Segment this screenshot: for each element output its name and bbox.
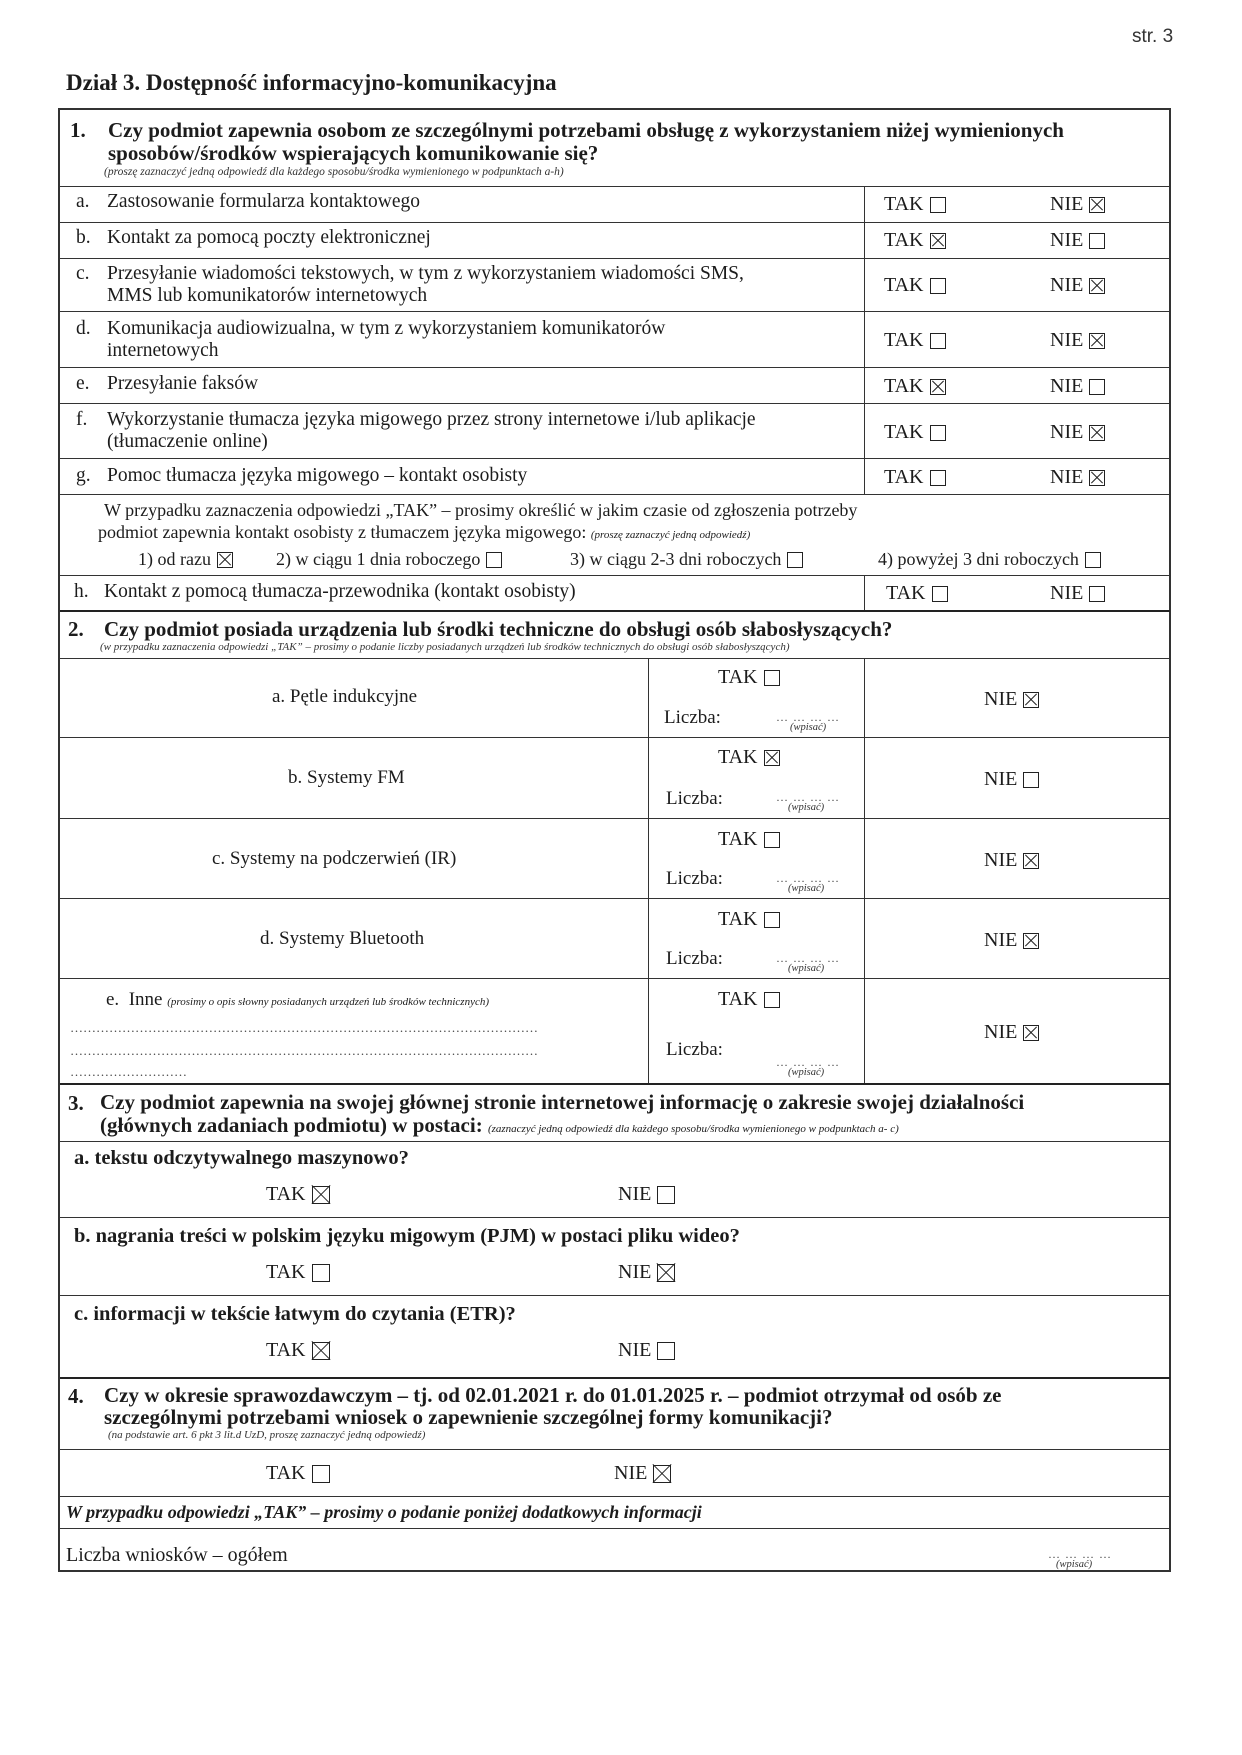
q3-item-a-label: a. tekstu odczytywalnego maszynowo? [74, 1147, 409, 1169]
checked-checkbox-icon [1023, 933, 1039, 949]
checkbox-icon [930, 197, 946, 213]
q3-number: 3. [68, 1091, 84, 1115]
q1-item-a-text: Zastosowanie formularza kontaktowego [107, 191, 420, 212]
q4-text-line1: Czy w okresie sprawozdawczym – tj. od 02.01.2021 r. do 01.01.2025 r. – podmiot otrzymał od osób ze [104, 1383, 1002, 1407]
q1-item-h-text: Kontakt z pomocą tłumacza-przewodnika (kontakt osobisty) [104, 581, 576, 602]
q1-text-line1: Czy podmiot zapewnia osobom ze szczególnymi potrzebami obsługę z wykorzystaniem niżej wymienionych [108, 118, 1064, 142]
q1-item-f-text-line1: Wykorzystanie tłumacza języka migowego przez strony internetowe i/lub aplikacje [107, 409, 756, 430]
q2-item-e-note: (prosimy o opis słowny posiadanych urządzeń lub środków technicznych) [167, 996, 490, 1008]
q1-item-g-nie[interactable]: NIE [1050, 466, 1105, 489]
q4-tak[interactable]: TAK [266, 1462, 330, 1485]
checkbox-icon [764, 992, 780, 1008]
q3-item-c-tak[interactable]: TAK [266, 1339, 330, 1362]
q4-count-label: Liczba wniosków – ogółem [66, 1544, 288, 1566]
q4-number: 4. [68, 1384, 84, 1408]
g-followup-line2: podmiot zapewnia kontakt osobisty z tłumaczem języka migowego: (proszę zaznaczyć jedną odpowiedź) [98, 522, 751, 542]
checkbox-icon [1089, 586, 1105, 602]
q2-item-e-description-line3[interactable]: ……………………… [70, 1064, 187, 1079]
q1-item-d-tak[interactable]: TAK [884, 329, 946, 352]
q1-item-h-nie[interactable]: NIE [1050, 582, 1105, 605]
checked-checkbox-icon [312, 1342, 330, 1360]
g-followup-note: (proszę zaznaczyć jedną odpowiedź) [590, 529, 751, 541]
q4-nie[interactable]: NIE [614, 1462, 671, 1485]
q3-item-c-label: c. informacji w tekście łatwym do czytania (ETR)? [74, 1303, 516, 1325]
q2-item-a-count-input[interactable]: … … … … [776, 710, 840, 724]
q1-item-b-nie[interactable]: NIE [1050, 229, 1105, 252]
q2-item-a-count-label: Liczba: [664, 707, 721, 728]
checked-checkbox-icon [764, 750, 780, 766]
q3-item-a-nie[interactable]: NIE [618, 1183, 675, 1206]
q1-item-b-tak[interactable]: TAK [884, 229, 946, 252]
checked-checkbox-icon [1023, 1025, 1039, 1041]
q1-item-c-tak[interactable]: TAK [884, 274, 946, 297]
q1-note: (proszę zaznaczyć jedną odpowiedź dla każdego sposobu/środka wymienionego w podpunktach a-h) [104, 166, 564, 178]
q1-item-b-text: Kontakt za pomocą poczty elektronicznej [107, 227, 431, 248]
section-title: Dział 3. Dostępność informacyjno-komunikacyjna [66, 70, 557, 95]
q3-text-line1: Czy podmiot zapewnia na swojej głównej stronie internetowej informację o zakresie swojej działalności [100, 1090, 1025, 1114]
checkbox-icon [930, 425, 946, 441]
q3-note: (zaznaczyć jedną odpowiedź dla każdego sposobu/środka wymienionego w podpunktach a- c) [487, 1123, 899, 1135]
q4-count-input[interactable]: … … … … [1048, 1547, 1112, 1561]
checkbox-icon [1089, 233, 1105, 249]
checked-checkbox-icon [1089, 197, 1105, 213]
checkbox-icon [1089, 379, 1105, 395]
q2-item-e-tak[interactable]: TAK [718, 988, 780, 1011]
checkbox-icon [930, 470, 946, 486]
q1-item-c-text-line2: MMS lub komunikatorów internetowych [107, 285, 428, 306]
q3-item-b-label: b. nagrania treści w polskim języku migowym (PJM) w postaci pliku wideo? [74, 1225, 740, 1247]
checkbox-icon [764, 832, 780, 848]
q2-item-d-label: d. Systemy Bluetooth [260, 928, 425, 949]
q2-text: Czy podmiot posiada urządzenia lub środki techniczne do obsługi osób słabosłyszących? [104, 617, 893, 641]
checkbox-icon [764, 912, 780, 928]
q2-item-d-nie[interactable]: NIE [984, 929, 1039, 952]
q1-item-g-text: Pomoc tłumacza języka migowego – kontakt osobisty [107, 465, 528, 486]
q4-note: (na podstawie art. 6 pkt 3 lit.d UzD, proszę zaznaczyć jedną odpowiedź) [108, 1429, 426, 1441]
q2-item-e-label: e. Inne (prosimy o opis słowny posiadanych urządzeń lub środków technicznych) [106, 989, 490, 1010]
q2-item-a-tak[interactable]: TAK [718, 666, 780, 689]
g-option-3[interactable]: 3) w ciągu 2-3 dni roboczych [570, 549, 803, 570]
q3-item-b-tak[interactable]: TAK [266, 1261, 330, 1284]
q2-item-e-description-line1[interactable]: ……………………………………………………………………………………………… [70, 1020, 538, 1035]
checkbox-icon [312, 1264, 330, 1282]
page-number: str. 3 [1132, 26, 1174, 47]
q2-item-b-label: b. Systemy FM [288, 767, 405, 788]
q1-item-f-tak[interactable]: TAK [884, 421, 946, 444]
q1-item-e-tak[interactable]: TAK [884, 375, 946, 398]
q2-note: (w przypadku zaznaczenia odpowiedzi „TAK” – prosimy o podanie liczby posiadanych urządzeń lub środków technicznych do obsługi osób słabosłyszących) [100, 641, 790, 653]
checkbox-icon [486, 552, 502, 568]
q3-item-a-tak[interactable]: TAK [266, 1183, 330, 1206]
checkbox-icon [312, 1465, 330, 1483]
q2-item-c-tak[interactable]: TAK [718, 828, 780, 851]
q2-item-d-count-input[interactable]: … … … … [776, 951, 840, 965]
g-option-2[interactable]: 2) w ciągu 1 dnia roboczego [276, 549, 502, 570]
checked-checkbox-icon [930, 379, 946, 395]
checked-checkbox-icon [312, 1186, 330, 1204]
checked-checkbox-icon [930, 233, 946, 249]
q1-item-a-nie[interactable]: NIE [1050, 193, 1105, 216]
q2-item-c-nie[interactable]: NIE [984, 849, 1039, 872]
g-option-1[interactable]: 1) od razu [138, 549, 233, 570]
checked-checkbox-icon [657, 1264, 675, 1282]
checkbox-icon [657, 1186, 675, 1204]
q1-item-a-tak[interactable]: TAK [884, 193, 946, 216]
checkbox-icon [1023, 772, 1039, 788]
q1-item-c-nie[interactable]: NIE [1050, 274, 1105, 297]
q2-item-e-count-input[interactable]: … … … … [776, 1055, 840, 1069]
q1-item-d-text-line2: internetowych [107, 340, 219, 361]
g-followup-line1: W przypadku zaznaczenia odpowiedzi „TAK” – prosimy określić w jakim czasie od zgłoszenia potrzeby [104, 500, 858, 520]
checkbox-icon [787, 552, 803, 568]
checkbox-icon [932, 586, 948, 602]
checkbox-icon [764, 670, 780, 686]
checked-checkbox-icon [1023, 853, 1039, 869]
checked-checkbox-icon [653, 1465, 671, 1483]
q2-item-e-nie[interactable]: NIE [984, 1021, 1039, 1044]
q2-item-e-description-line2[interactable]: ……………………………………………………………………………………………… [70, 1043, 538, 1058]
checked-checkbox-icon [1089, 470, 1105, 486]
checked-checkbox-icon [1089, 425, 1105, 441]
g-option-4[interactable]: 4) powyżej 3 dni roboczych [878, 549, 1101, 570]
q4-text-line2: szczególnymi potrzebami wniosek o zapewnienie szczególnej formy komunikacji? [104, 1405, 833, 1429]
q2-item-d-tak[interactable]: TAK [718, 908, 780, 931]
q1-item-f-text-line2: (tłumaczenie online) [107, 431, 268, 452]
q2-item-e-count-label: Liczba: [666, 1039, 723, 1060]
q1-item-h-tak[interactable]: TAK [886, 582, 948, 605]
q1-item-f-nie[interactable]: NIE [1050, 421, 1105, 444]
checkbox-icon [930, 278, 946, 294]
q3-item-c-nie[interactable]: NIE [618, 1339, 675, 1362]
q2-item-b-nie[interactable]: NIE [984, 768, 1039, 791]
q1-item-d-nie[interactable]: NIE [1050, 329, 1105, 352]
checkbox-icon [1085, 552, 1101, 568]
checkbox-icon [657, 1342, 675, 1360]
q3-text-line2: (głównych zadaniach podmiotu) w postaci: (zaznaczyć jedną odpowiedź dla każdego sposobu/środka wymienionego w podpunktach a- c) [100, 1113, 899, 1137]
q2-item-c-count-input[interactable]: … … … … [776, 871, 840, 885]
q2-item-b-tak[interactable]: TAK [718, 746, 780, 769]
checked-checkbox-icon [1089, 278, 1105, 294]
q2-item-d-count-label: Liczba: [666, 948, 723, 969]
q2-item-c-count-label: Liczba: [666, 868, 723, 889]
q1-number: 1. [70, 118, 86, 142]
checked-checkbox-icon [1089, 333, 1105, 349]
checked-checkbox-icon [217, 552, 233, 568]
q2-item-c-label: c. Systemy na podczerwień (IR) [212, 848, 457, 869]
q4-followup: W przypadku odpowiedzi „TAK” – prosimy o podanie poniżej dodatkowych informacji [66, 1502, 702, 1522]
q1-item-g-tak[interactable]: TAK [884, 466, 946, 489]
q1-item-c-text-line1: Przesyłanie wiadomości tekstowych, w tym z wykorzystaniem wiadomości SMS, [107, 263, 744, 284]
q1-item-d-text-line1: Komunikacja audiowizualna, w tym z wykorzystaniem komunikatorów [107, 318, 666, 339]
checked-checkbox-icon [1023, 692, 1039, 708]
q1-item-e-nie[interactable]: NIE [1050, 375, 1105, 398]
q2-number: 2. [68, 617, 84, 641]
q3-item-b-nie[interactable]: NIE [618, 1261, 675, 1284]
checkbox-icon [930, 333, 946, 349]
q2-item-a-label: a. Pętle indukcyjne [272, 686, 418, 707]
q1-text-line2: sposobów/środków wspierających komunikowanie się? [108, 141, 599, 165]
q1-item-e-text: Przesyłanie faksów [107, 373, 259, 394]
q2-item-a-nie[interactable]: NIE [984, 688, 1039, 711]
q2-item-b-count-label: Liczba: [666, 788, 723, 809]
q2-item-b-count-input[interactable]: … … … … [776, 790, 840, 804]
